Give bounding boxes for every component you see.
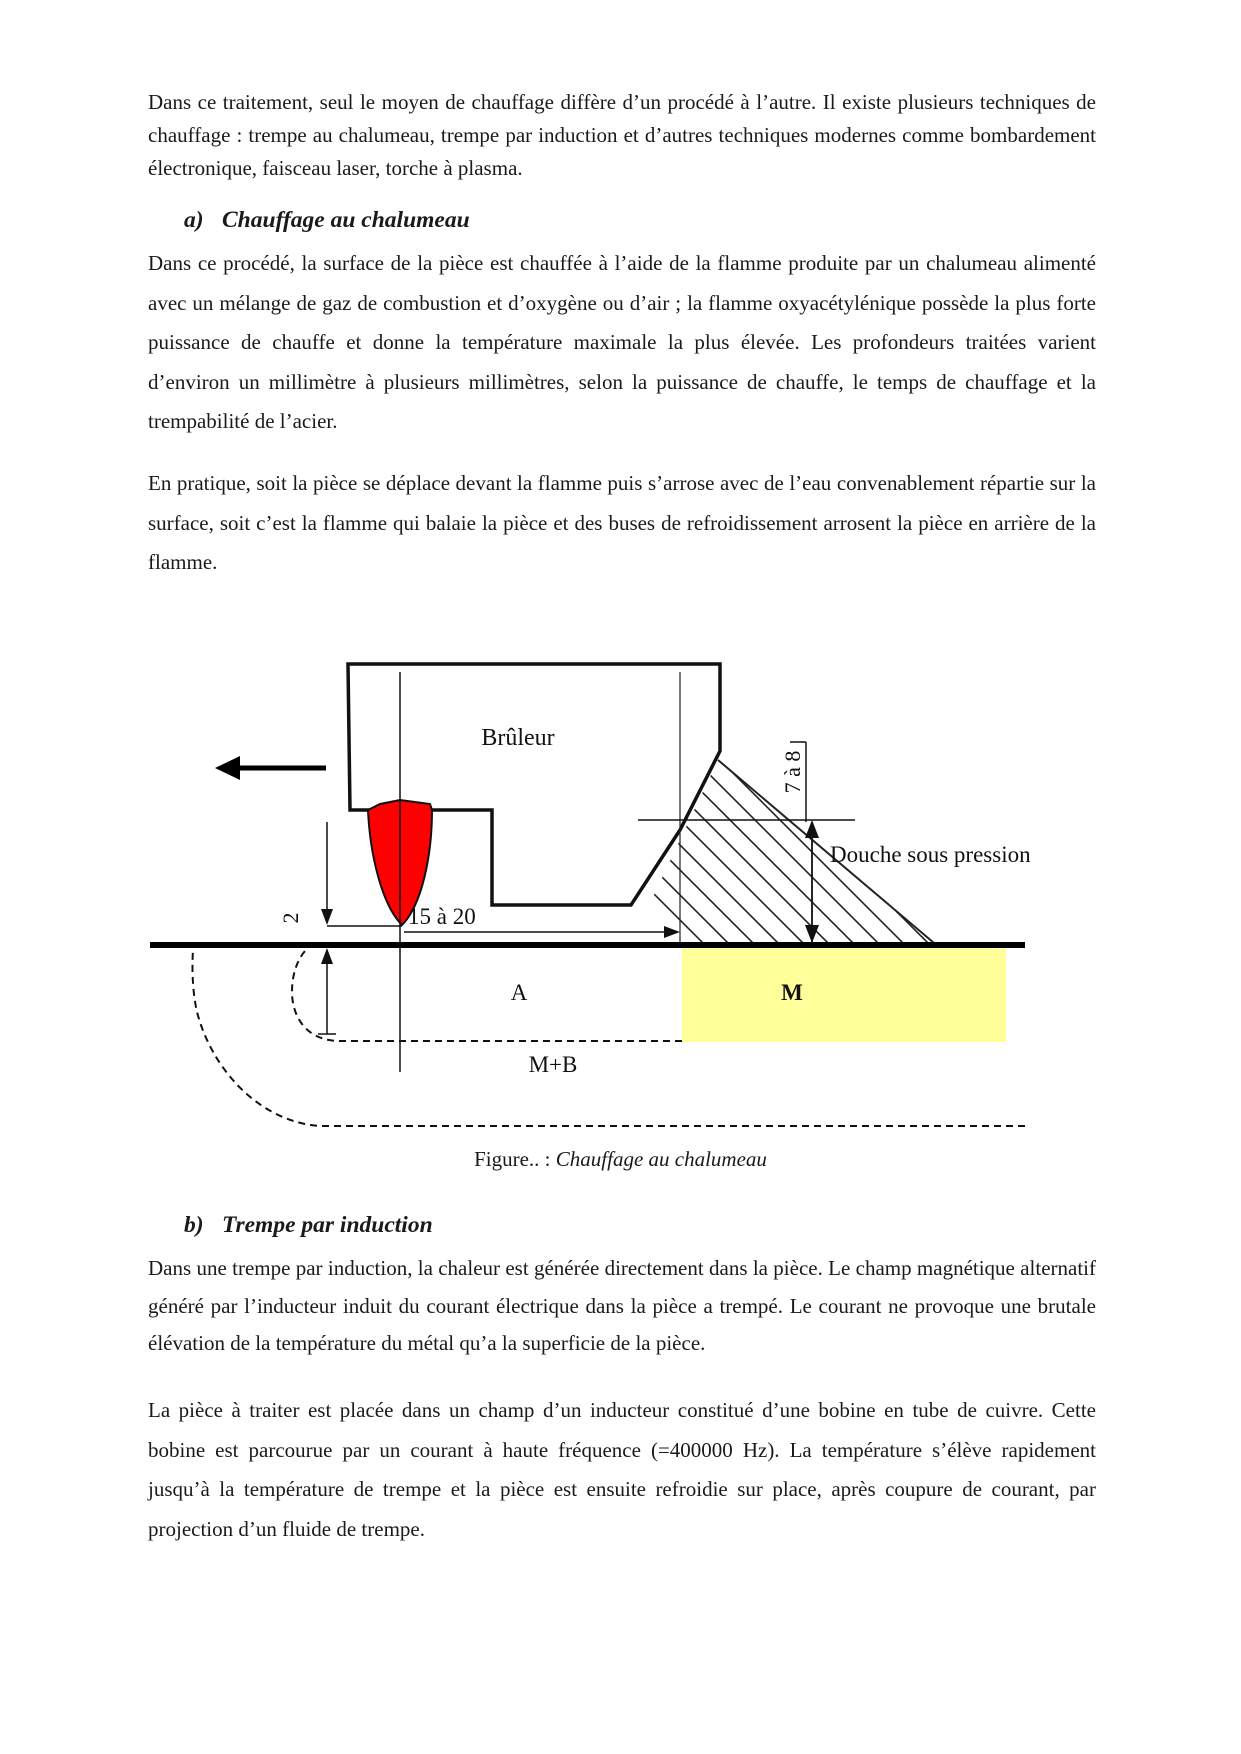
dim-7-8-label: 7 à 8	[780, 750, 805, 794]
dim-2-lower-arrow-icon	[321, 948, 333, 964]
dim-2-label: 2	[278, 912, 303, 924]
intro-paragraph: Dans ce traitement, seul le moyen de chauffage diffère d’un procédé à l’autre. Il existe plusieurs techniques de chauffage : trempe au chalumeau, trempe par induction et d’autres techniques modernes comme bombardement électronique, faisceau laser, torche à plasma.	[148, 90, 1096, 180]
dim-7-8-arrow-top-icon	[805, 820, 819, 838]
section-letter-a: a)	[184, 207, 204, 233]
section-letter-b: b)	[184, 1212, 204, 1238]
shower-label: Douche sous pression	[830, 842, 1031, 867]
dim-2-upper-arrow-icon	[321, 909, 333, 925]
zone-m-label: M	[781, 980, 803, 1005]
induction-description-paragraph: Dans une trempe par induction, la chaleur est générée directement dans la pièce. Le champ magnétique alternatif généré par l’inducteur induit du courant électrique dans la pièce a trempé. Le courant ne provoque une brutale élévation de la température du métal qu’a la superficie de la pièce.	[148, 1256, 1096, 1355]
figure-caption	[0, 1147, 1241, 1172]
inner-zone-boundary	[292, 948, 682, 1041]
dim-7-8-arrow-bottom-icon	[805, 925, 819, 943]
caption-prefix: Figure.. :	[474, 1147, 556, 1171]
zone-a-label: A	[510, 980, 528, 1005]
section-heading-b	[184, 1212, 433, 1239]
zone-mb-label: M+B	[528, 1052, 578, 1077]
section-title-a: Chauffage au chalumeau	[222, 207, 470, 233]
section-title-b: Trempe par induction	[222, 1212, 433, 1238]
torch-description-paragraph: Dans ce procédé, la surface de la pièce est chauffée à l’aide de la flamme produite par un chalumeau alimenté avec un mélange de gaz de combustion et d’oxygène ou d’air ; la flamme oxyacétylénique possède la plus forte puissance de chauffe et donne la température maximale la plus élevée. Les profondeurs traitées varient d’environ un millimètre à plusieurs millimètres, selon la puissance de chauffe, le temps de chauffage et la trempabilité de l’acier.	[148, 251, 1096, 433]
dim-15-20-label: 15 à 20	[408, 904, 476, 929]
induction-process-paragraph: La pièce à traiter est placée dans un champ d’un inducteur constitué d’une bobine en tube de cuivre. Cette bobine est parcourue par un courant à haute fréquence (=400000 Hz). La température s’élève rapidement jusqu’à la température de trempe et la pièce est ensuite refroidie sur place, après coupure de courant, par projection d’un fluide de trempe.	[148, 1398, 1096, 1541]
torch-practice-paragraph: En pratique, soit la pièce se déplace devant la flamme puis s’arrose avec de l’eau convenablement répartie sur la surface, soit c’est la flamme qui balaie la pièce et des buses de refroidissement arrosent la pièce en arrière de la flamme.	[148, 471, 1096, 574]
caption-title: Chauffage au chalumeau	[555, 1147, 767, 1171]
martensite-zone	[682, 945, 1006, 1042]
burner-label: Brûleur	[481, 725, 555, 751]
dim-15-20-arrow-icon	[664, 926, 680, 938]
movement-arrow-icon	[215, 756, 326, 780]
